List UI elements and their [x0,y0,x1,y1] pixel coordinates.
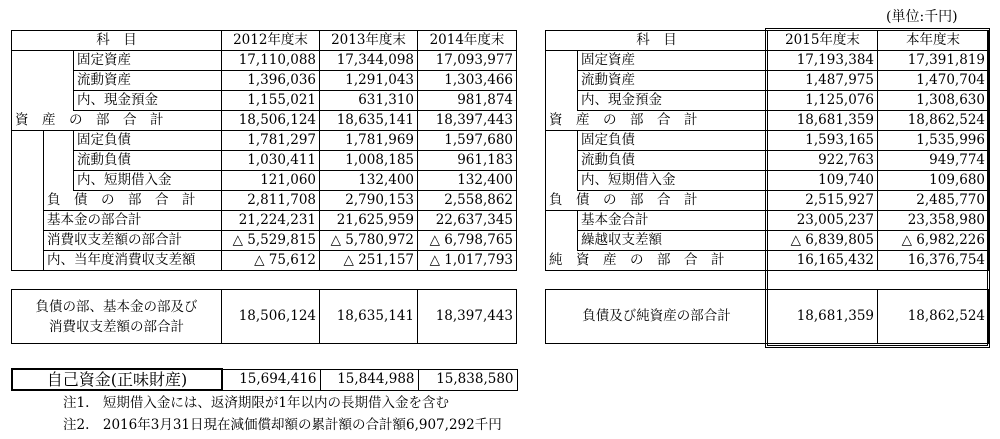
col-header-2014: 2014年度末 [418,31,517,51]
row-label: 固定負債 [74,131,222,151]
grand-total-row: 負債の部、基本金の部及び 消費収支差額の部合計 18,506,124 18,635,141 18,397,443 [12,290,517,344]
kihon-total-label: 基本金の部合計 [44,211,222,231]
table-row: 内、短期借入金 121,060 132,400 132,400 [12,171,517,191]
grand-total-right [545,289,989,344]
table-row: 流動資産 1,396,036 1,291,043 1,303,466 [12,71,517,91]
table-row: 固定資産 17,110,088 17,344,098 17,093,977 [12,51,517,71]
table-row: 流動資産 1,487,975 1,470,704 [546,71,989,91]
header-row [546,31,989,51]
table-row: 内、短期借入金 109,740 109,680 [546,171,989,191]
row-label: 流動資産 [578,71,768,91]
row-label: 流動負債 [578,151,768,171]
row-label: 固定資産 [578,51,768,71]
col-header-2015: 2015年度末 [768,31,878,51]
liab-total-label: 負 債 の 部 合 計 [546,191,768,211]
note-2: 注2. 2016年3月31日現在減価償却額の累計額の合計額6,907,292千円 [63,417,502,433]
col-header-2012: 2012年度末 [222,31,320,51]
table-row: 固定負債 1,593,165 1,535,996 [546,131,989,151]
row-label: 基本金合計 [578,211,768,231]
row-label: 流動負債 [74,151,222,171]
row-label: 固定資産 [74,51,222,71]
table-row: 繰越収支差額 △ 6,839,805 △ 6,982,226 [546,231,989,251]
liab-total-row: 負 債 の 部 合 計 2,515,927 2,485,770 [546,191,989,211]
unit-label: (単位:千円) [886,9,958,25]
header-row [12,31,517,51]
liab-total-row: 負 債 の 部 合 計 2,811,708 2,790,153 2,558,862 [12,191,517,211]
table-row: 流動負債 922,763 949,774 [546,151,989,171]
note-1: 注1. 短期借入金には、返済期限が1年以内の長期借入金を含む [63,395,449,411]
shohi-total-row: 消費収支差額の部合計 △ 5,529,815 △ 5,780,972 △ 6,798,765 [12,231,517,251]
kihon-total-row: 基本金の部合計 21,224,231 21,625,959 22,637,345 [12,211,517,231]
asset-total-row: 資 産 の 部 合 計 18,681,359 18,862,524 [546,111,989,131]
net-total-row: 純 資 産 の 部 合 計 16,165,432 16,376,754 [546,251,989,271]
own-capital-table [11,368,518,391]
balance-sheet-left [11,30,517,271]
item-header: 科 目 [546,31,768,51]
grand-total-left [11,289,517,344]
grand-total-label: 負債の部、基本金の部及び 消費収支差額の部合計 [12,290,222,344]
grand-total-row: 負債及び純資産の部合計 18,681,359 18,862,524 [546,290,989,344]
row-label: 内、現金預金 [74,91,222,111]
row-label: 内、短期借入金 [578,171,768,191]
asset-total-label: 資 産 の 部 合 計 [12,111,222,131]
row-label: 内、短期借入金 [74,171,222,191]
shohi-total-label: 消費収支差額の部合計 [44,231,222,251]
asset-total-label: 資 産 の 部 合 計 [546,111,768,131]
own-capital-label: 自己資金(正味財産) [12,369,222,390]
table-row: 基本金合計 23,005,237 23,358,980 [546,211,989,231]
shohi-current-row: 内、当年度消費収支差額 △ 75,612 △ 251,157 △ 1,017,793 [12,251,517,271]
net-total-label: 純 資 産 の 部 合 計 [546,251,768,271]
row-label: 内、現金預金 [578,91,768,111]
table-row: 流動負債 1,030,411 1,008,185 961,183 [12,151,517,171]
col-header-current: 本年度末 [878,31,989,51]
shohi-current-label: 内、当年度消費収支差額 [44,251,222,271]
own-capital-row: 自己資金(正味財産) 15,694,416 15,844,988 15,838,580 [12,369,517,390]
asset-total-row: 資 産 の 部 合 計 18,506,124 18,635,141 18,397,443 [12,111,517,131]
col-header-2013: 2013年度末 [320,31,418,51]
row-label: 流動資産 [74,71,222,91]
row-label: 固定負債 [578,131,768,151]
table-row: 内、現金預金 1,125,076 1,308,630 [546,91,989,111]
item-header: 科 目 [12,31,222,51]
table-row: 内、現金預金 1,155,021 631,310 981,874 [12,91,517,111]
liab-total-label: 負 債 の 部 合 計 [44,191,222,211]
balance-sheet-right [545,30,989,271]
table-row: 固定負債 1,781,297 1,781,969 1,597,680 [12,131,517,151]
grand-total-label: 負債及び純資産の部合計 [546,290,768,344]
row-label: 繰越収支差額 [578,231,768,251]
table-row: 固定資産 17,193,384 17,391,819 [546,51,989,71]
